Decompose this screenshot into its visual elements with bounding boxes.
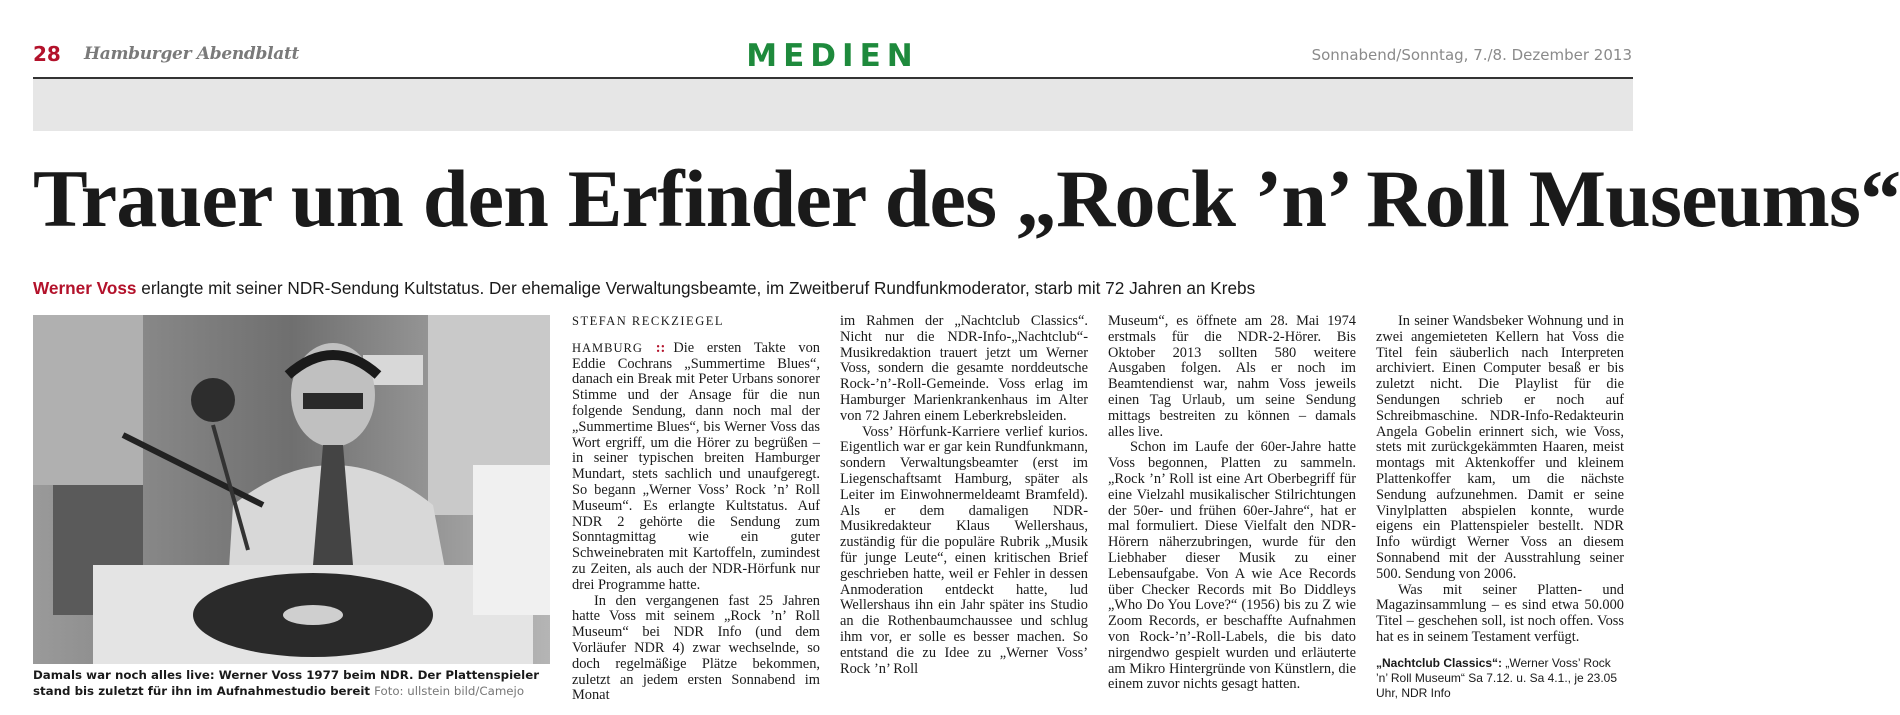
- header-band: [33, 77, 1633, 131]
- page-number: 28: [33, 42, 61, 66]
- section-title: MEDIEN: [746, 38, 919, 74]
- deck-text: erlangte mit seiner NDR-Sendung Kultstatus. Der ehemalige Verwaltungsbeamte, im Zweitberuf Rundfunkmoderator, starb mit 72 Jahren an Krebs: [136, 278, 1256, 298]
- paragraph: Schon im Laufe der 60er-Jahre hatte Voss begonnen, Platten zu sammeln. „Rock ’n’ Roll ist eine Art Oberbegriff für eine Vielzahl musikalischer Stilrichtungen der 50er- und frühen 60er-Jahre“, hat er mal formuliert. Diese Vielfalt den NDR-Hörern näherzubringen, wurde für den Liebhaber dieser Musik zu einer Lebensaufgabe. Von A wie Ace Records über Checker Records mit Bo Diddleys „Who Do You Love?“ (1956) bis zu Z wie Zoom Records, er beschaffte Aufnahmen von Rock-’n’-Roll-Labels, die bis dato nirgendwo gespielt wurden und erläuterte am Mikro Hintergründe von Künstlern, die einem zuvor nichts gesagt hatten.: [1108, 439, 1356, 693]
- text-column-2: [840, 314, 1088, 677]
- deck-name: Werner Voss: [33, 278, 137, 298]
- paragraph: im Rahmen der „Nachtclub Classics“. Nicht nur die NDR-Info-„Nachtclub“-Musikredaktion trauert jetzt um Werner Voss, sondern die gesamte norddeutsche Rock-’n’-Roll-Gemeinde. Voss erlag im Hamburger Marienkrankenhaus im Alter von 72 Jahren einem Leberkrebsleiden.: [840, 313, 1088, 424]
- paragraph-text: Die ersten Takte von Eddie Cochrans „Summertime Blues“, danach ein Break mit Peter Urbans sonorer Stimme und der Ansage für die nun folgende Sendung, dann noch mal der „Summertime Blues“, bis Werner Voss das Wort ergriff, um die Hörer zu begrüßen – in seiner typischen breiten Hamburger Mundart, stets sachlich und unaufgeregt. So begann „Werner Voss’ Rock ’n’ Roll Museum“. Es erlangte Kultstatus. Auf NDR 2 gehörte die Sendung zum Sonntagmittag wie ein guter Schweinebraten mit Kartoffeln, zumindest zu Zeiten, als auch der NDR-Hörfunk nur drei Programme hatte.: [572, 339, 820, 593]
- dateline: HAMBURG: [572, 340, 643, 355]
- text-column-4: [1376, 314, 1624, 701]
- studio-photo-illustration: [33, 315, 550, 664]
- dateline-mark: ::: [655, 339, 666, 356]
- paragraph: In den vergangenen fast 25 Jahren hatte Voss mit seinem „Rock ’n’ Roll Museum“ bei NDR Info (und dem Vorläufer NDR 4) zwar wechselnde, so doch regelmäßige Plätze bekommen, zuletzt an jedem ersten Sonnabend im Monat: [572, 592, 820, 704]
- paragraph: Voss’ Hörfunk-Karriere verlief kurios. Eigentlich war er gar kein Rundfunkmann, sondern Verwaltungsbeamter (erst im Liegenschaftsamt Hamburg, später als Leiter im Einwohnermeldeamt Bramfeld). Als er dem damaligen NDR-Musikredakteur Klaus Wellershaus, zuständig für die populäre Rubrik „Musik für junge Leute“, einen kritischen Brief geschrieben hatte, weil er Fehler in dessen Anmoderation entdeckt hatte, lud Wellershaus ihn ein Jahr später ins Studio an die Rothenbaumchaussee und schlug ihm vor, er solle es besser machen. So entstand die zu Idee zu „Werner Voss’ Rock ’n’ Roll: [840, 423, 1088, 677]
- text-column-1: [572, 314, 820, 704]
- article-photo: [33, 315, 550, 664]
- caption-text: Damals war noch alles live: Werner Voss 1977 beim NDR. Der Plattenspieler stand bis zuletzt für ihn im Aufnahmestudio bereit: [33, 668, 540, 698]
- paragraph: Was mit seiner Platten- und Magazinsammlung – es sind etwa 50.000 Titel – geschehen soll, ist noch offen. Voss hat es in seinem Testament verfügt.: [1376, 581, 1624, 645]
- masthead-logo: Hamburger Abendblatt: [84, 44, 300, 64]
- paragraph: In seiner Wandsbeker Wohnung und in zwei angemieteten Kellern hat Voss die Titel fein säuberlich nach Interpreten archiviert. Einen Computer besaß er bis zuletzt nicht. Die Playlist für die Sendungen schrieb er noch auf Schreibmaschine. NDR-Info-Redakteurin Angela Gobelin erinnert sich, wie Voss, stets mit zurückgekämmten Haaren, meist montags mit Aktenkoffer und kleinem Plattenkoffer kam, um die nächste Sendung aufzunehmen. Damit er seine Vinylplatten abspielen konnte, wurde eigens ein Plattenspieler bestellt. NDR Info würdigt Werner Voss an diesem Sonnabend mit der Ausstrahlung seiner 500. Sendung von 2006.: [1376, 313, 1624, 582]
- author-byline: STEFAN RECKZIEGEL: [572, 314, 724, 328]
- article-headline: Trauer um den Erfinder des „Rock ’n’ Roll Museums“: [33, 153, 1900, 244]
- paragraph: [572, 341, 820, 594]
- photo-caption: [33, 668, 553, 699]
- photo-credit: Foto: ullstein bild/Camejo: [374, 683, 525, 698]
- article-deck: [33, 278, 1643, 299]
- issue-date: Sonnabend/Sonntag, 7./8. Dezember 2013: [1311, 46, 1632, 64]
- paragraph: Museum“, es öffnete am 28. Mai 1974 erstmals für die NDR-2-Hörer. Bis Oktober 2013 sollten 580 weitere Ausgaben folgen. Als er noch im Beamtendienst war, nahm Voss jeweils einen Tag Urlaub, um seine Sendung mittags bestreiten zu können – damals alles live.: [1108, 313, 1356, 440]
- broadcast-info: [1376, 656, 1624, 701]
- info-title: „Nachtclub Classics“:: [1376, 655, 1503, 670]
- text-column-3: [1108, 314, 1356, 693]
- info-text: „Werner Voss’ Rock ’n’ Roll Museum“ Sa 7.12. u. Sa 4.1., je 23.05 Uhr, NDR Info: [1376, 655, 1618, 700]
